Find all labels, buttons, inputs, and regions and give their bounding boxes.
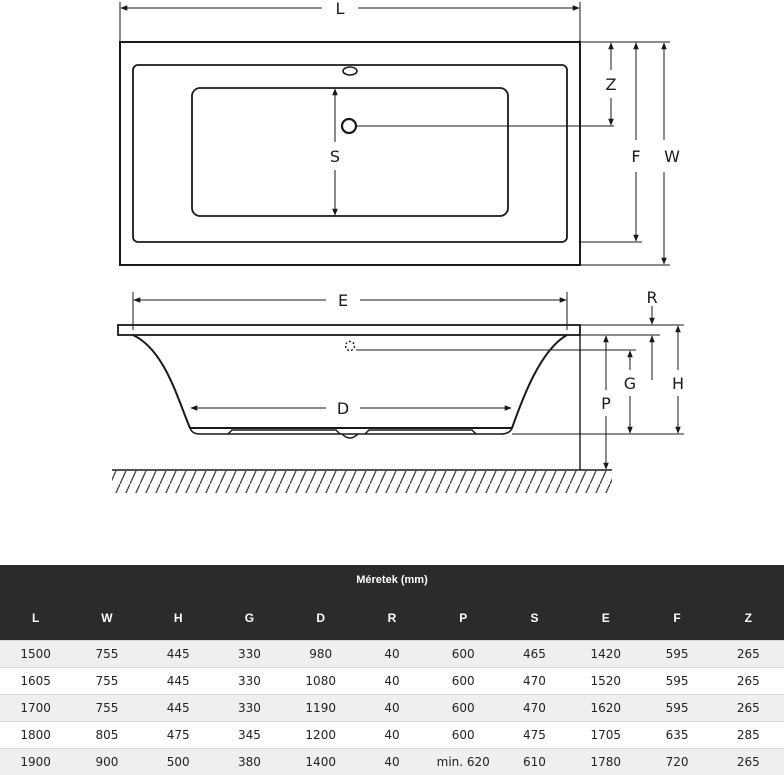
table-row bbox=[0, 695, 784, 722]
table-cell: 1080 bbox=[285, 668, 356, 695]
table-cell: 475 bbox=[143, 722, 214, 749]
overflow-side-icon bbox=[346, 342, 355, 351]
table-cell: 600 bbox=[428, 668, 499, 695]
column-header-z: Z bbox=[713, 595, 784, 641]
label-d: D bbox=[337, 399, 349, 418]
column-header-h: H bbox=[143, 595, 214, 641]
table-cell: 1700 bbox=[0, 695, 71, 722]
table-row bbox=[0, 722, 784, 749]
table-cell: 265 bbox=[713, 749, 784, 775]
table-cell: 600 bbox=[428, 641, 499, 668]
label-r: R bbox=[646, 288, 657, 307]
table-row bbox=[0, 749, 784, 775]
label-z: Z bbox=[606, 75, 617, 94]
column-header-s: S bbox=[499, 595, 570, 641]
column-header-d: D bbox=[285, 595, 356, 641]
table-cell: 600 bbox=[428, 695, 499, 722]
label-g: G bbox=[624, 374, 636, 393]
column-header-e: E bbox=[570, 595, 641, 641]
table-cell: 1200 bbox=[285, 722, 356, 749]
table-cell: 465 bbox=[499, 641, 570, 668]
table-cell: 755 bbox=[71, 668, 142, 695]
column-header-r: R bbox=[356, 595, 427, 641]
tub-rim-profile bbox=[118, 325, 580, 335]
table-cell: 1520 bbox=[570, 668, 641, 695]
table-title-row bbox=[0, 565, 784, 595]
table-cell: 980 bbox=[285, 641, 356, 668]
column-header-f: F bbox=[641, 595, 712, 641]
table-cell: 720 bbox=[641, 749, 712, 775]
table-cell: 470 bbox=[499, 668, 570, 695]
table-cell: 595 bbox=[641, 668, 712, 695]
table-row bbox=[0, 668, 784, 695]
table-cell: 285 bbox=[713, 722, 784, 749]
label-e: E bbox=[338, 291, 348, 310]
table-cell: 265 bbox=[713, 641, 784, 668]
table-cell: 1705 bbox=[570, 722, 641, 749]
dimensions-table bbox=[0, 565, 784, 775]
table-cell: 1500 bbox=[0, 641, 71, 668]
table-cell: 265 bbox=[713, 695, 784, 722]
table-cell: 595 bbox=[641, 695, 712, 722]
table-cell: 445 bbox=[143, 641, 214, 668]
table-cell: 1620 bbox=[570, 695, 641, 722]
table-cell: 40 bbox=[356, 668, 427, 695]
table-body bbox=[0, 641, 784, 775]
table-cell: 755 bbox=[71, 641, 142, 668]
table-cell: 1800 bbox=[0, 722, 71, 749]
tub-basin-floor bbox=[192, 88, 508, 216]
table-cell: 40 bbox=[356, 695, 427, 722]
table-cell: 40 bbox=[356, 749, 427, 775]
table-cell: 1780 bbox=[570, 749, 641, 775]
overflow-icon bbox=[343, 67, 357, 75]
table-cell: 900 bbox=[71, 749, 142, 775]
table-cell: 445 bbox=[143, 668, 214, 695]
table-cell: 40 bbox=[356, 641, 427, 668]
table-cell: 475 bbox=[499, 722, 570, 749]
tub-body-profile bbox=[133, 335, 567, 428]
table-cell: 330 bbox=[214, 668, 285, 695]
column-header-p: P bbox=[428, 595, 499, 641]
drain-icon bbox=[342, 119, 356, 133]
table-cell: 265 bbox=[713, 668, 784, 695]
table-header-row bbox=[0, 595, 784, 641]
label-w: W bbox=[664, 147, 680, 166]
label-s: S bbox=[330, 147, 340, 166]
table-cell: 805 bbox=[71, 722, 142, 749]
table-cell: 40 bbox=[356, 722, 427, 749]
table-cell: 445 bbox=[143, 695, 214, 722]
table-cell: 330 bbox=[214, 695, 285, 722]
table-cell: 345 bbox=[214, 722, 285, 749]
table-cell: 1190 bbox=[285, 695, 356, 722]
label-l: L bbox=[336, 0, 345, 18]
table-cell: 1605 bbox=[0, 668, 71, 695]
table-cell: 330 bbox=[214, 641, 285, 668]
label-f: F bbox=[631, 147, 640, 166]
table-cell: 380 bbox=[214, 749, 285, 775]
table-cell: 610 bbox=[499, 749, 570, 775]
table-row bbox=[0, 641, 784, 668]
table-cell: 1900 bbox=[0, 749, 71, 775]
table-cell: 500 bbox=[143, 749, 214, 775]
floor-hatch bbox=[112, 471, 612, 493]
side-view-dimensions bbox=[133, 292, 684, 469]
column-header-g: G bbox=[214, 595, 285, 641]
label-p: P bbox=[601, 394, 611, 413]
table-title: Méretek (mm) bbox=[0, 565, 784, 595]
column-header-l: L bbox=[0, 595, 71, 641]
table-cell: min. 620 bbox=[428, 749, 499, 775]
label-h: H bbox=[672, 374, 684, 393]
side-view bbox=[118, 325, 580, 470]
table-cell: 635 bbox=[641, 722, 712, 749]
table-cell: 1420 bbox=[570, 641, 641, 668]
table-cell: 595 bbox=[641, 641, 712, 668]
table-cell: 470 bbox=[499, 695, 570, 722]
column-header-w: W bbox=[71, 595, 142, 641]
table-cell: 755 bbox=[71, 695, 142, 722]
table-cell: 600 bbox=[428, 722, 499, 749]
top-view bbox=[120, 42, 580, 265]
table-cell: 1400 bbox=[285, 749, 356, 775]
